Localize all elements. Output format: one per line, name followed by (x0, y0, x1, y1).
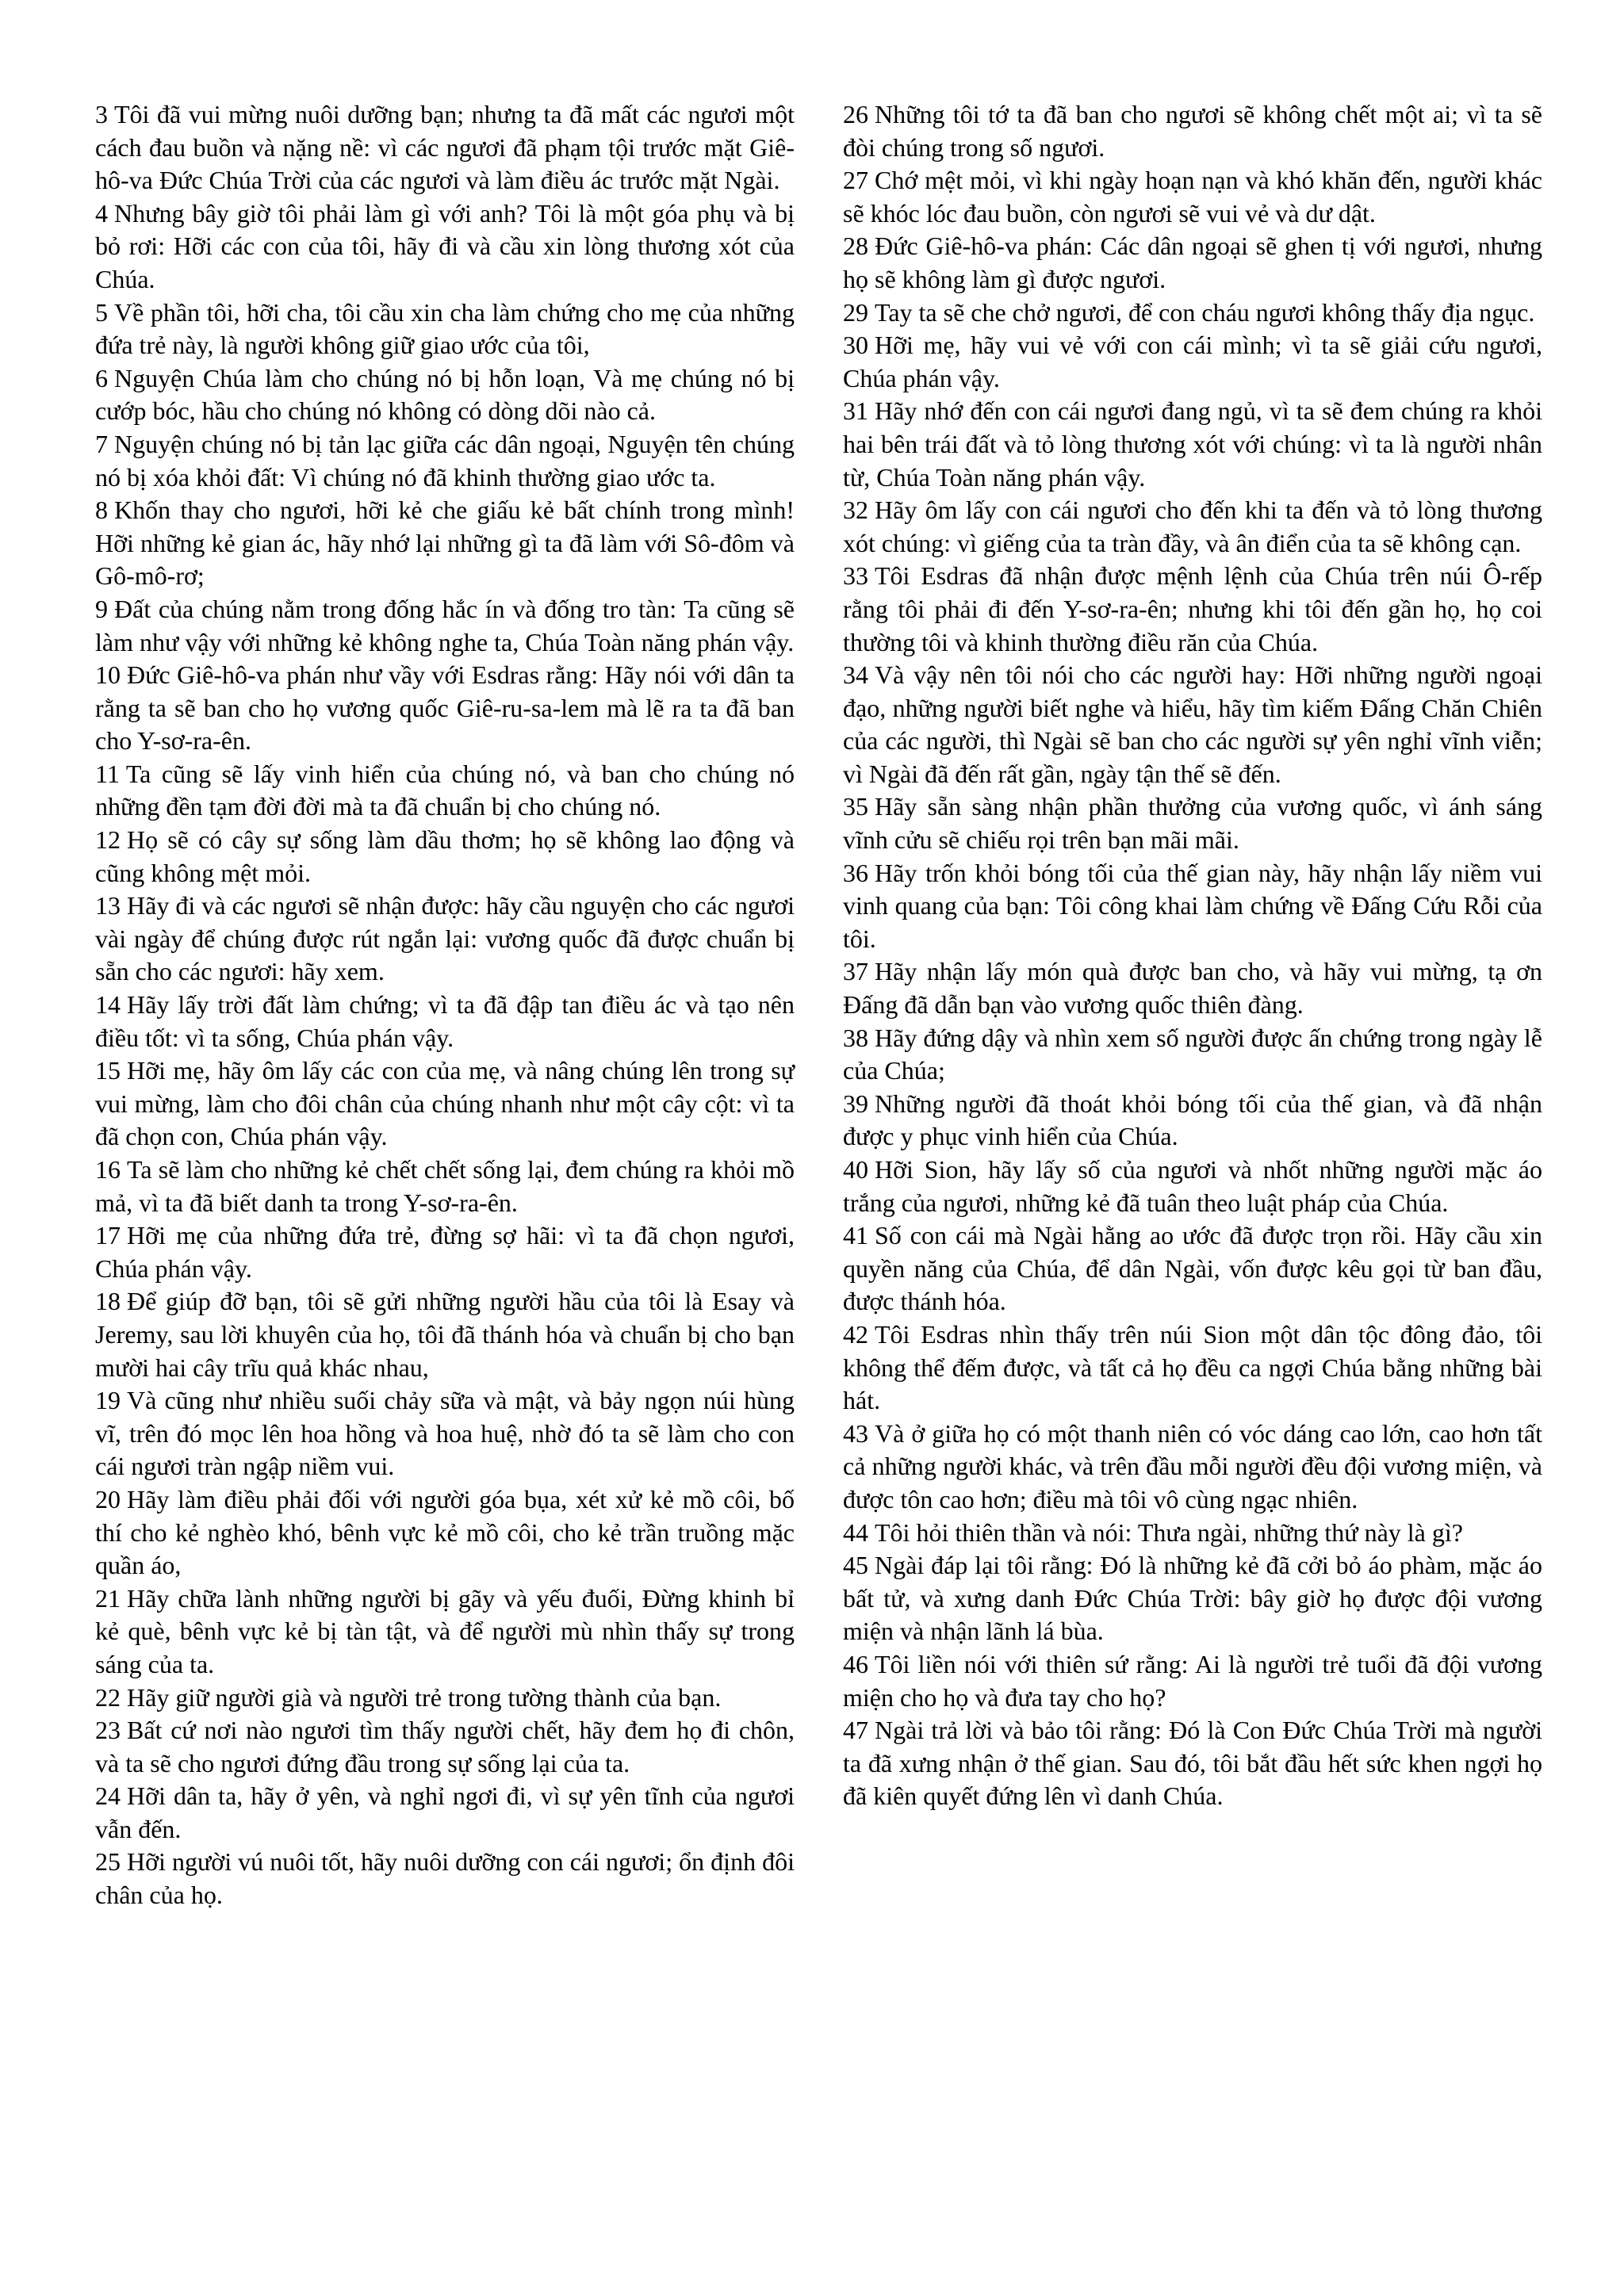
verse-paragraph (843, 1022, 1542, 1088)
verse-paragraph (95, 494, 795, 593)
verse-number: 6 (95, 363, 108, 392)
verse-number: 20 (95, 1484, 121, 1513)
verse-number: 27 (843, 166, 868, 195)
verse-text: Để giúp đỡ bạn, tôi sẽ gửi những người hầu của tôi là Esay và Jeremy, sau lời khuyên của họ, tôi đã thánh hóa và chuẩn bị cho bạn mười hai cây trĩu quả khác nhau, (95, 1287, 795, 1382)
verse-text: Hãy đứng dậy và nhìn xem số người được ấn chứng trong ngày lễ của Chúa; (843, 1023, 1542, 1085)
verse-number: 7 (95, 429, 108, 458)
verse-number: 28 (843, 232, 868, 261)
verse-number: 17 (95, 1221, 121, 1250)
verse-paragraph (843, 329, 1542, 395)
verse-text: Hãy làm điều phải đối với người góa bụa, xét xử kẻ mồ côi, bố thí cho kẻ nghèo khó, bênh vực kẻ mồ côi, cho kẻ trần truồng mặc quần áo, (95, 1484, 795, 1580)
verse-number: 10 (95, 660, 121, 690)
verse-text: Và vậy nên tôi nói cho các người hay: Hỡi những người ngoại đạo, những người biết nghe và hiểu, hãy tìm kiếm Đấng Chăn Chiên của các người, thì Ngài sẽ ban cho các người sự yên nghỉ vĩnh viễn; vì Ngài đã đến rất gần, ngày tận thế sẽ đến. (843, 660, 1542, 788)
verse-paragraph (95, 1780, 795, 1846)
verse-text: Hãy đi và các ngươi sẽ nhận được: hãy cầu nguyện cho các ngươi vài ngày để chúng được rút ngắn lại: vương quốc đã được chuẩn bị sẵn cho các ngươi: hãy xem. (95, 891, 795, 986)
verse-number: 30 (843, 331, 868, 360)
verse-paragraph (843, 1318, 1542, 1418)
verse-number: 11 (95, 759, 120, 788)
verse-number: 15 (95, 1056, 121, 1085)
verse-paragraph (95, 1714, 795, 1780)
verse-text: Và cũng như nhiều suối chảy sữa và mật, và bảy ngọn núi hùng vĩ, trên đó mọc lên hoa hồng và hoa huệ, nhờ đó ta sẽ làm cho con cái ngươi tràn ngập niềm vui. (95, 1386, 795, 1481)
verse-paragraph (843, 790, 1542, 856)
verse-text: Tôi đã vui mừng nuôi dưỡng bạn; nhưng ta đã mất các ngươi một cách đau buồn và nặng nề: vì các ngươi đã phạm tội trước mặt Giê-hô-va Đức Chúa Trời của các ngươi và làm điều ác trước mặt Ngài. (95, 100, 795, 195)
verse-text: Hãy lấy trời đất làm chứng; vì ta đã đập tan điều ác và tạo nên điều tốt: vì ta sống, Chúa phán vậy. (95, 990, 795, 1052)
verse-paragraph (843, 659, 1542, 790)
verse-text: Về phần tôi, hỡi cha, tôi cầu xin cha làm chứng cho mẹ của những đứa trẻ này, là người không giữ giao ước của tôi, (95, 297, 795, 360)
verse-paragraph (843, 297, 1542, 330)
verse-paragraph (95, 824, 795, 890)
verse-paragraph (843, 1648, 1542, 1714)
verse-text: Đức Giê-hô-va phán như vầy với Esdras rằng: Hãy nói với dân ta rằng ta sẽ ban cho họ vương quốc Giê-ru-sa-lem mà lẽ ra ta đã ban cho Y-sơ-ra-ên. (95, 660, 795, 756)
verse-number: 25 (95, 1847, 121, 1877)
verse-paragraph (95, 1219, 795, 1285)
verse-number: 40 (843, 1155, 868, 1184)
verse-text: Hãy sẵn sàng nhận phần thưởng của vương quốc, vì ánh sáng vĩnh cửu sẽ chiếu rọi trên bạn mãi mãi. (843, 792, 1542, 855)
verse-paragraph (843, 494, 1542, 560)
verse-paragraph (95, 1054, 795, 1154)
verse-number: 36 (843, 858, 868, 887)
verse-paragraph (843, 955, 1542, 1021)
verse-paragraph (95, 98, 795, 197)
verse-text: Hỡi Sion, hãy lấy số của ngươi và nhốt những người mặc áo trắng của ngươi, những kẻ đã tuân theo luật pháp của Chúa. (843, 1155, 1542, 1217)
verse-text: Số con cái mà Ngài hằng ao ước đã được trọn rồi. Hãy cầu xin quyền năng của Chúa, để dân Ngài, vốn được kêu gọi từ ban đầu, được thánh hóa. (843, 1221, 1542, 1316)
verse-paragraph (95, 428, 795, 494)
verse-paragraph (843, 857, 1542, 956)
verse-text: Ta cũng sẽ lấy vinh hiển của chúng nó, và ban cho chúng nó những đền tạm đời đời mà ta đã chuẩn bị cho chúng nó. (95, 759, 795, 821)
verse-text: Hỡi mẹ, hãy vui vẻ với con cái mình; vì ta sẽ giải cứu ngươi, Chúa phán vậy. (843, 331, 1542, 392)
verse-number: 9 (95, 594, 108, 623)
left-column (95, 98, 795, 1912)
verse-paragraph (95, 758, 795, 824)
verse-number: 46 (843, 1649, 868, 1678)
verse-text: Hãy ôm lấy con cái ngươi cho đến khi ta đến và tỏ lòng thương xót chúng: vì giếng của ta tràn đầy, và ân điển của ta sẽ không cạn. (843, 496, 1542, 557)
verse-text: Hãy nhận lấy món quà được ban cho, và hãy vui mừng, tạ ơn Đấng đã dẫn bạn vào vương quốc thiên đàng. (843, 957, 1542, 1020)
verse-text: Tôi Esdras nhìn thấy trên núi Sion một dân tộc đông đảo, tôi không thể đếm được, và tất cả họ đều ca ngợi Chúa bằng những bài hát. (843, 1319, 1542, 1415)
verse-text: Đất của chúng nằm trong đống hắc ín và đống tro tàn: Ta cũng sẽ làm như vậy với những kẻ không nghe ta, Chúa Toàn năng phán vậy. (95, 594, 795, 656)
verse-number: 31 (843, 396, 868, 426)
verse-text: Và ở giữa họ có một thanh niên có vóc dáng cao lớn, cao hơn tất cả những người khác, và trên đầu mỗi người đều đội vương miện, và được tôn cao hơn; điều mà tôi vô cùng ngạc nhiên. (843, 1418, 1542, 1513)
verse-text: Hỡi mẹ của những đứa trẻ, đừng sợ hãi: vì ta đã chọn ngươi, Chúa phán vậy. (95, 1221, 795, 1283)
verse-text: Tôi Esdras đã nhận được mệnh lệnh của Chúa trên núi Ô-rếp rằng tôi phải đi đến Y-sơ-ra-ên; nhưng khi tôi đến gần họ, họ coi thường tôi và khinh thường điều răn của Chúa. (843, 561, 1542, 656)
verse-text: Ta sẽ làm cho những kẻ chết chết sống lại, đem chúng ra khỏi mồ mả, vì ta đã biết danh ta trong Y-sơ-ra-ên. (95, 1155, 795, 1217)
verse-paragraph (95, 1154, 795, 1219)
verse-paragraph (843, 1088, 1542, 1154)
verse-number: 29 (843, 297, 868, 327)
verse-number: 14 (95, 990, 121, 1020)
verse-text: Hãy giữ người già và người trẻ trong tường thành của bạn. (127, 1682, 722, 1712)
verse-text: Nguyện chúng nó bị tản lạc giữa các dân ngoại, Nguyện tên chúng nó bị xóa khỏi đất: Vì chúng nó đã khinh thường giao ước ta. (95, 429, 795, 492)
verse-number: 34 (843, 660, 868, 690)
verse-paragraph (843, 230, 1542, 296)
verse-text: Hỡi dân ta, hãy ở yên, và nghỉ ngơi đi, vì sự yên tĩnh của ngươi vẫn đến. (95, 1781, 795, 1843)
verse-text: Hỡi mẹ, hãy ôm lấy các con của mẹ, và nâng chúng lên trong sự vui mừng, làm cho đôi chân của chúng nhanh như một cây cột: vì ta đã chọn con, Chúa phán vậy. (95, 1056, 795, 1151)
verse-paragraph (95, 362, 795, 428)
verse-paragraph (95, 1384, 795, 1483)
verse-paragraph (95, 1846, 795, 1911)
verse-paragraph (95, 1285, 795, 1384)
verse-paragraph (843, 1714, 1542, 1813)
verse-paragraph (843, 164, 1542, 230)
verse-paragraph (95, 1582, 795, 1682)
verse-paragraph (95, 297, 795, 362)
verse-number: 33 (843, 561, 868, 591)
verse-text: Khốn thay cho ngươi, hỡi kẻ che giấu kẻ bất chính trong mình! Hỡi những kẻ gian ác, hãy nhớ lại những gì ta đã làm với Sô-đôm và Gô-mô-rơ; (95, 496, 795, 591)
verse-paragraph (95, 1483, 795, 1582)
verse-paragraph (843, 1219, 1542, 1318)
verse-paragraph (95, 989, 795, 1054)
verse-text: Hãy nhớ đến con cái ngươi đang ngủ, vì ta sẽ đem chúng ra khỏi hai bên trái đất và tỏ lòng thương xót với chúng: vì ta là người nhân từ, Chúa Toàn năng phán vậy. (843, 396, 1542, 492)
right-column (843, 98, 1542, 1813)
verse-number: 47 (843, 1716, 868, 1745)
verse-paragraph (95, 197, 795, 297)
verse-text: Nhưng bây giờ tôi phải làm gì với anh? Tôi là một góa phụ và bị bỏ rơi: Hỡi các con của tôi, hãy đi và cầu xin lòng thương xót của Chúa. (95, 198, 795, 293)
verse-number: 16 (95, 1155, 121, 1184)
verse-number: 3 (95, 100, 108, 128)
verse-paragraph (95, 659, 795, 758)
verse-paragraph (843, 1154, 1542, 1219)
verse-text: Hãy chữa lành những người bị gãy và yếu đuối, Đừng khinh bỉ kẻ què, bênh vực kẻ bị tàn tật, và để người mù nhìn thấy sự trong sáng của ta. (95, 1583, 795, 1678)
verse-paragraph (843, 1549, 1542, 1648)
verse-paragraph (95, 890, 795, 989)
verse-number: 38 (843, 1023, 868, 1052)
verse-number: 24 (95, 1781, 121, 1811)
verse-text: Họ sẽ có cây sự sống làm dầu thơm; họ sẽ không lao động và cũng không mệt mỏi. (95, 825, 795, 887)
verse-text: Nguyện Chúa làm cho chúng nó bị hỗn loạn, Và mẹ chúng nó bị cướp bóc, hầu cho chúng nó không có dòng dõi nào cả. (95, 363, 795, 426)
verse-text: Tôi liền nói với thiên sứ rằng: Ai là người trẻ tuổi đã đội vương miện cho họ và đưa tay cho họ? (843, 1649, 1542, 1712)
verse-text: Hãy trốn khỏi bóng tối của thế gian này, hãy nhận lấy niềm vui vinh quang của bạn: Tôi công khai làm chứng về Đấng Cứu Rỗi của tôi. (843, 858, 1542, 953)
verse-paragraph (843, 1517, 1542, 1550)
verse-number: 26 (843, 100, 868, 128)
verse-number: 12 (95, 825, 121, 855)
verse-text: Chớ mệt mỏi, vì khi ngày hoạn nạn và khó khăn đến, người khác sẽ khóc lóc đau buồn, còn ngươi sẽ vui vẻ và dư dật. (843, 166, 1542, 228)
verse-text: Bất cứ nơi nào ngươi tìm thấy người chết, hãy đem họ đi chôn, và ta sẽ cho ngươi đứng đầu trong sự sống lại của ta. (95, 1716, 795, 1777)
verse-paragraph (843, 395, 1542, 494)
verse-number: 32 (843, 496, 868, 525)
verse-paragraph (843, 98, 1542, 164)
verse-number: 42 (843, 1319, 868, 1349)
verse-number: 44 (843, 1517, 868, 1547)
verse-number: 39 (843, 1089, 868, 1118)
verse-paragraph (95, 593, 795, 659)
verse-number: 19 (95, 1386, 121, 1415)
verse-number: 5 (95, 297, 108, 327)
verse-paragraph (843, 1418, 1542, 1517)
verse-text: Hỡi người vú nuôi tốt, hãy nuôi dưỡng con cái ngươi; ổn định đôi chân của họ. (95, 1847, 795, 1910)
verse-text: Những người đã thoát khỏi bóng tối của thế gian, và đã nhận được y phục vinh hiển của Chúa. (843, 1089, 1542, 1151)
verse-number: 22 (95, 1682, 121, 1712)
verse-number: 43 (843, 1418, 868, 1448)
verse-number: 45 (843, 1551, 868, 1580)
verse-text: Ngài đáp lại tôi rằng: Đó là những kẻ đã cởi bỏ áo phàm, mặc áo bất tử, và xưng danh Đức Chúa Trời: bây giờ họ được đội vương miện và nhận lãnh lá bùa. (843, 1551, 1542, 1646)
verse-text: Ngài trả lời và bảo tôi rằng: Đó là Con Đức Chúa Trời mà người ta đã xưng nhận ở thế gian. Sau đó, tôi bắt đầu hết sức khen ngợi họ đã kiên quyết đứng lên vì danh Chúa. (843, 1716, 1542, 1811)
verse-number: 35 (843, 792, 868, 821)
verse-paragraph (95, 1682, 795, 1715)
verse-number: 18 (95, 1287, 121, 1316)
verse-text: Những tôi tớ ta đã ban cho ngươi sẽ không chết một ai; vì ta sẽ đòi chúng trong số ngươi. (843, 100, 1542, 162)
verse-number: 21 (95, 1583, 121, 1613)
verse-number: 23 (95, 1716, 121, 1745)
verse-paragraph (843, 560, 1542, 659)
verse-number: 4 (95, 198, 108, 228)
verse-number: 41 (843, 1221, 868, 1250)
verse-text: Tay ta sẽ che chở ngươi, để con cháu ngươi không thấy địa ngục. (875, 297, 1535, 327)
verse-number: 13 (95, 891, 121, 920)
verse-number: 8 (95, 496, 108, 525)
verse-text: Tôi hỏi thiên thần và nói: Thưa ngài, những thứ này là gì? (875, 1517, 1463, 1547)
verse-number: 37 (843, 957, 868, 986)
verse-text: Đức Giê-hô-va phán: Các dân ngoại sẽ ghen tị với ngươi, nhưng họ sẽ không làm gì được ngươi. (843, 232, 1542, 293)
